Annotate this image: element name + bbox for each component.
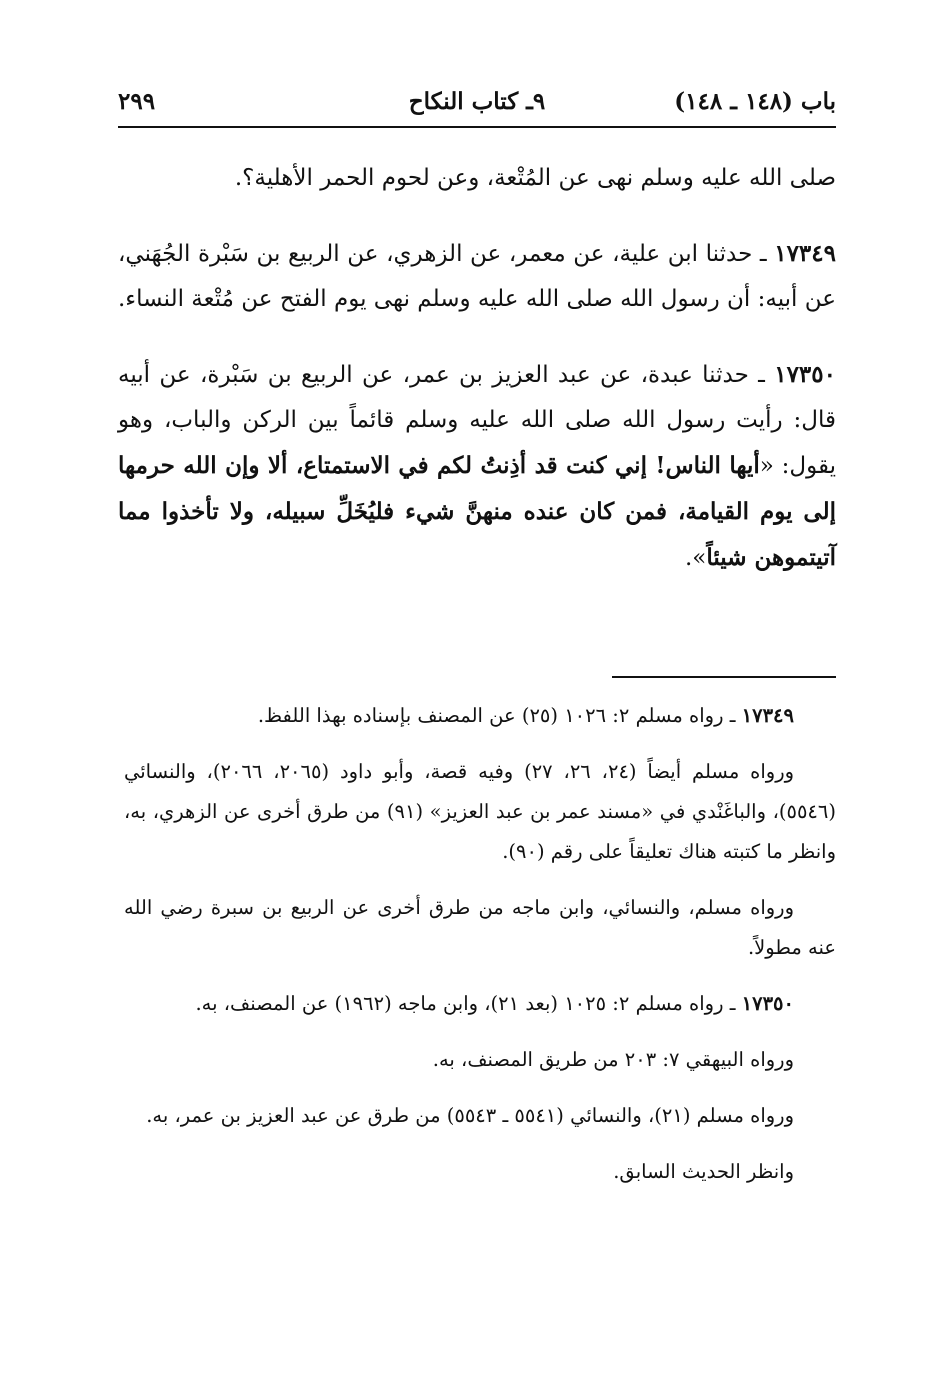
hadith-quote-end: ». bbox=[684, 545, 707, 571]
footnote-paragraph: ورواه مسلم، والنسائي، وابن ماجه من طرق أخرى عن الربيع بن سبرة رضي الله عنه مطولاً. bbox=[124, 896, 836, 959]
footnote-number: ١٧٣٤٩ bbox=[741, 704, 794, 727]
footnote-text: ـ رواه مسلم ٢: ١٠٢٦ (٢٥) عن المصنف بإسناده بهذا اللفظ. bbox=[257, 704, 742, 727]
page-header bbox=[118, 82, 836, 122]
hadith-number: ١٧٣٥٠ bbox=[774, 361, 836, 388]
footnote-text: ـ رواه مسلم ٢: ١٠٢٥ (بعد ٢١)، وابن ماجه (١٩٦٢) عن المصنف، به. bbox=[195, 992, 742, 1015]
hadith-text: ـ حدثنا ابن علية، عن معمر، عن الزهري، عن الربيع بن سَبْرة الجُهَني، عن أبيه: أن رسول الله صلى الله عليه وسلم نهى يوم الفتح عن مُتْعة النساء. bbox=[118, 241, 836, 312]
footnote-paragraph: ورواه مسلم أيضاً (٢٤، ٢٦، ٢٧) وفيه قصة، وأبو داود (٢٠٦٥، ٢٠٦٦)، والنسائي (٥٥٤٦)، والباغَنْدي في «مسند عمر بن عبد العزيز» (٩١) من طرق أخرى عن الزهري، به، وانظر ما كتبته هناك تعليقاً على رقم (٩٠). bbox=[124, 760, 836, 863]
hadith-text: ـ حدثنا عبدة، عن عبد العزيز بن عمر، عن الربيع بن سَبْرة، عن أبيه قال: رأيت رسول الله صلى الله عليه وسلم قائماً بين الركن والباب، وهو يقول: « bbox=[118, 362, 836, 479]
chapter-heading: باب (١٤٨ ـ ١٤٨) bbox=[674, 88, 836, 115]
footnote-17349 bbox=[124, 696, 836, 736]
footnote-divider bbox=[612, 676, 836, 678]
book-title: ٩ـ كتاب النكاح bbox=[408, 88, 546, 115]
footnote-paragraph: ورواه البيهقي ٧: ٢٠٣ من طريق المصنف، به. bbox=[432, 1048, 794, 1071]
footnote-17350 bbox=[124, 984, 836, 1024]
page-number: ٢٩٩ bbox=[118, 88, 156, 115]
main-text bbox=[118, 156, 836, 581]
hadith-17349 bbox=[118, 231, 836, 322]
header-divider bbox=[118, 126, 836, 128]
hadith-17350 bbox=[118, 352, 836, 581]
footnotes bbox=[124, 696, 836, 1208]
hadith-number: ١٧٣٤٩ bbox=[774, 240, 836, 267]
hadith-quote: أيها الناس! إني كنت قد أذِنتُ لكم في الاستمتاع، ألا وإن الله حرمها إلى يوم القيامة، فمن كان عنده منهنَّ شيء فليُخَلِّ سبيله، ولا تأخذوا مما آتيتموهن شيئاً bbox=[118, 452, 836, 571]
intro-paragraph: صلى الله عليه وسلم نهى عن المُتْعة، وعن لحوم الحمر الأهلية؟. bbox=[234, 165, 836, 191]
footnote-number: ١٧٣٥٠ bbox=[741, 992, 794, 1015]
footnote-paragraph: ورواه مسلم (٢١)، والنسائي (٥٥٤١ ـ ٥٥٤٣) من طرق عن عبد العزيز بن عمر، به. bbox=[146, 1104, 794, 1127]
footnote-paragraph: وانظر الحديث السابق. bbox=[613, 1160, 794, 1183]
